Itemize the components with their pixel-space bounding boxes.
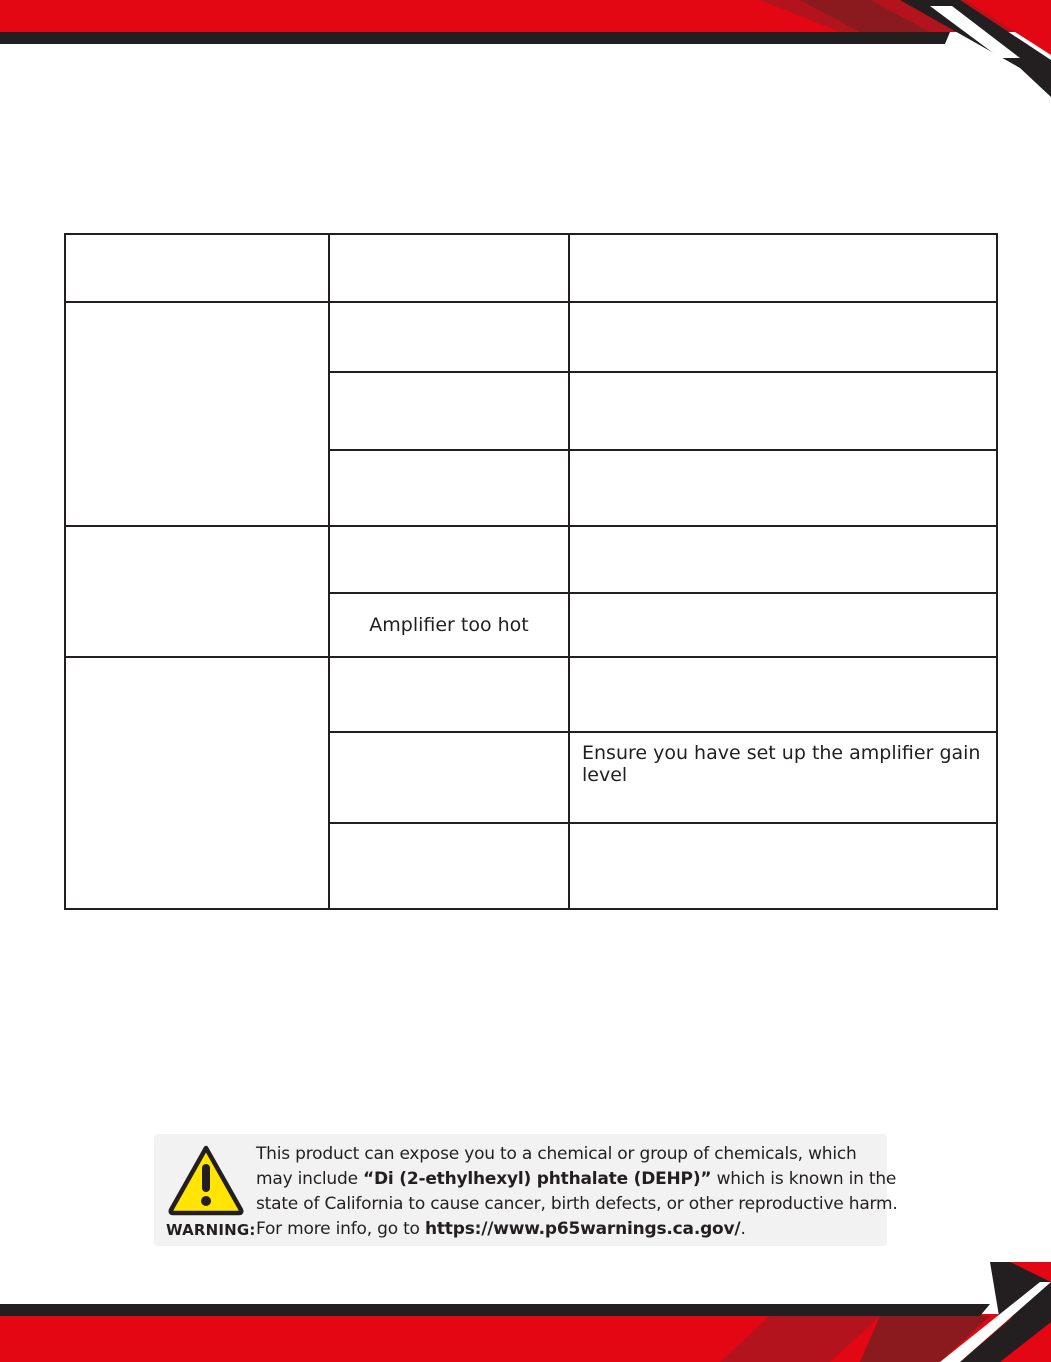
problem-cell — [65, 526, 329, 657]
warning-line-4: For more info, go to https://www.p65warnings.ca.gov/. — [256, 1219, 746, 1239]
problem-cell — [65, 302, 329, 526]
header-cell-solution — [569, 234, 997, 302]
cause-cell — [329, 732, 569, 823]
solution-cell — [569, 450, 997, 526]
cause-cell — [329, 823, 569, 909]
warning-line-3: state of California to cause cancer, birth defects, or other reproductive harm. — [256, 1194, 898, 1214]
troubleshooting-table — [64, 233, 998, 910]
cause-cell — [329, 450, 569, 526]
prop65-warning — [154, 1134, 898, 1246]
solution-cell — [569, 372, 997, 450]
solution-cell — [569, 526, 997, 593]
solution-cell — [569, 823, 997, 909]
warning-triangle-icon — [168, 1144, 244, 1216]
table-row — [65, 657, 997, 732]
solution-cell — [569, 593, 997, 657]
cause-cell — [329, 657, 569, 732]
warning-line-2: may include “Di (2-ethylhexyl) phthalate (DEHP)” which is known in the — [256, 1169, 897, 1189]
solution-cell — [569, 302, 997, 372]
cause-cell: Amplifier too hot — [329, 593, 569, 657]
warning-text — [256, 1142, 898, 1242]
table-header-row — [65, 234, 997, 302]
header-cell-problem — [65, 234, 329, 302]
p65-link[interactable]: https://www.p65warnings.ca.gov/ — [424, 1219, 741, 1239]
warning-label: WARNING: — [166, 1221, 256, 1239]
cause-cell — [329, 526, 569, 593]
cause-cell — [329, 302, 569, 372]
header-cell-cause — [329, 234, 569, 302]
table-row — [65, 302, 997, 372]
problem-cell — [65, 657, 329, 909]
header-band — [0, 0, 1051, 100]
warning-line-1: This product can expose you to a chemical or group of chemicals, which — [256, 1144, 857, 1164]
footer-band — [0, 1262, 1051, 1362]
solution-cell — [569, 657, 997, 732]
table-row — [65, 526, 997, 593]
solution-cell: Ensure you have set up the amplifier gain level — [569, 732, 997, 823]
cause-cell — [329, 372, 569, 450]
